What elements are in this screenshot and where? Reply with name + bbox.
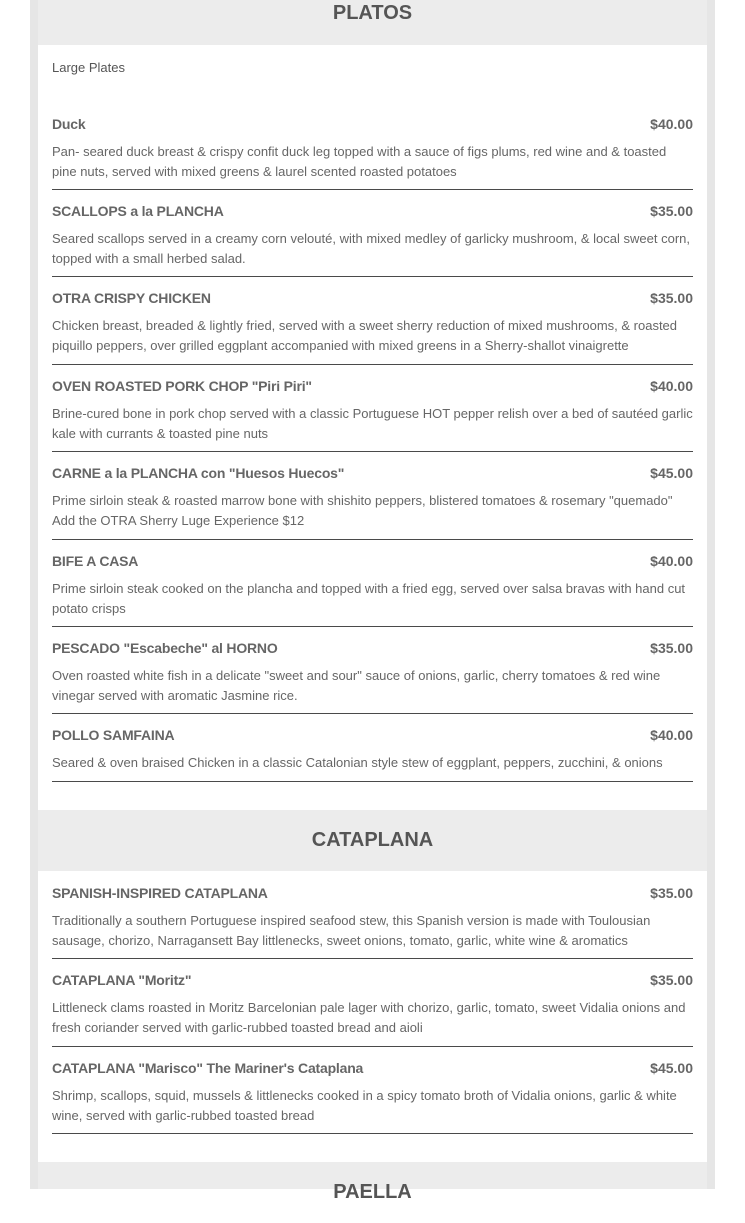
section-title: PAELLA — [333, 1181, 412, 1203]
item-price: $40.00 — [650, 553, 693, 569]
divider — [52, 1046, 693, 1047]
item-price: $35.00 — [650, 203, 693, 219]
divider — [52, 189, 693, 190]
divider — [52, 364, 693, 365]
divider — [52, 626, 693, 627]
item-description: Oven roasted white fish in a delicate "sweet and sour" sauce of onions, garlic, cherry tomatoes & red wine vinegar served with aromatic Jasmine rice. — [52, 668, 661, 703]
item-description: Seared & oven braised Chicken in a classic Catalonian style stew of eggplant, peppers, zucchini, & onions — [52, 755, 663, 770]
item-price: $35.00 — [650, 885, 693, 901]
item-price: $35.00 — [650, 972, 693, 988]
divider — [52, 958, 693, 959]
item-name: SPANISH-INSPIRED CATAPLANA — [52, 885, 268, 901]
item-description: Brine-cured bone in pork chop served with a classic Portuguese HOT pepper relish over a bed of sautéed garlic kale with currants & toasted pine nuts — [52, 406, 693, 441]
divider — [52, 276, 693, 277]
item-price: $40.00 — [650, 378, 693, 394]
item-description: Chicken breast, breaded & lightly fried, served with a sweet sherry reduction of mixed mushrooms, & roasted piquillo peppers, over grilled eggplant accompanied with mixed greens in a Sherry-shallot vinaigrette — [52, 318, 678, 353]
item-description: Seared scallops served in a creamy corn velouté, with mixed medley of garlicky mushroom, & local sweet corn, topped with a small herbed salad. — [52, 231, 690, 266]
item-description: Littleneck clams roasted in Moritz Barcelonian pale lager with chorizo, garlic, tomato, sweet Vidalia onions and fresh coriander served with garlic-rubbed toasted bread and aioli — [52, 1000, 686, 1035]
section-subtitle: Large Plates — [52, 60, 125, 75]
item-description: Pan- seared duck breast & crispy confit duck leg topped with a sauce of figs plums, red wine and & toasted pine nuts, served with mixed greens & laurel scented roasted potatoes — [52, 144, 667, 179]
section-title: PLATOS — [332, 2, 413, 24]
divider — [52, 713, 693, 714]
section-header-platos — [38, 0, 707, 45]
item-name: Duck — [52, 116, 86, 132]
item-price: $45.00 — [650, 465, 693, 481]
item-description: Prime sirloin steak & roasted marrow bone with shishito peppers, blistered tomatoes & rosemary "quemado" Add the OTRA Sherry Luge Experience $12 — [52, 493, 673, 528]
item-name: CATAPLANA "Marisco" The Mariner's Cataplana — [52, 1060, 364, 1076]
divider — [52, 539, 693, 540]
item-price: $35.00 — [650, 640, 693, 656]
divider — [52, 781, 693, 782]
item-name: OTRA CRISPY CHICKEN — [52, 290, 211, 306]
item-description: Shrimp, scallops, squid, mussels & littlenecks cooked in a spicy tomato broth of Vidalia onions, garlic & white wine, served with garlic-rubbed toasted bread — [52, 1088, 677, 1123]
item-price: $45.00 — [650, 1060, 693, 1076]
section-header-cataplana — [38, 810, 707, 871]
section-title: CATAPLANA — [311, 829, 434, 851]
item-name: POLLO SAMFAINA — [52, 727, 175, 743]
item-name: SCALLOPS a la PLANCHA — [52, 203, 224, 219]
item-price: $40.00 — [650, 727, 693, 743]
divider — [52, 1133, 693, 1134]
item-name: CATAPLANA "Moritz" — [52, 972, 192, 988]
section-header-paella — [38, 1162, 707, 1203]
item-name: OVEN ROASTED PORK CHOP "Piri Piri" — [52, 378, 312, 394]
item-name: PESCADO "Escabeche" al HORNO — [52, 640, 278, 656]
item-price: $40.00 — [650, 116, 693, 132]
item-name: CARNE a la PLANCHA con "Huesos Huecos" — [52, 465, 345, 481]
item-name: BIFE A CASA — [52, 553, 139, 569]
item-description: Prime sirloin steak cooked on the plancha and topped with a fried egg, served over salsa bravas with hand cut potato crisps — [52, 581, 686, 616]
item-price: $35.00 — [650, 290, 693, 306]
divider — [52, 451, 693, 452]
item-description: Traditionally a southern Portuguese inspired seafood stew, this Spanish version is made with Toulousian sausage, chorizo, Narragansett Bay littlenecks, sweet onions, tomato, garlic, white wine & aromatics — [52, 913, 651, 948]
